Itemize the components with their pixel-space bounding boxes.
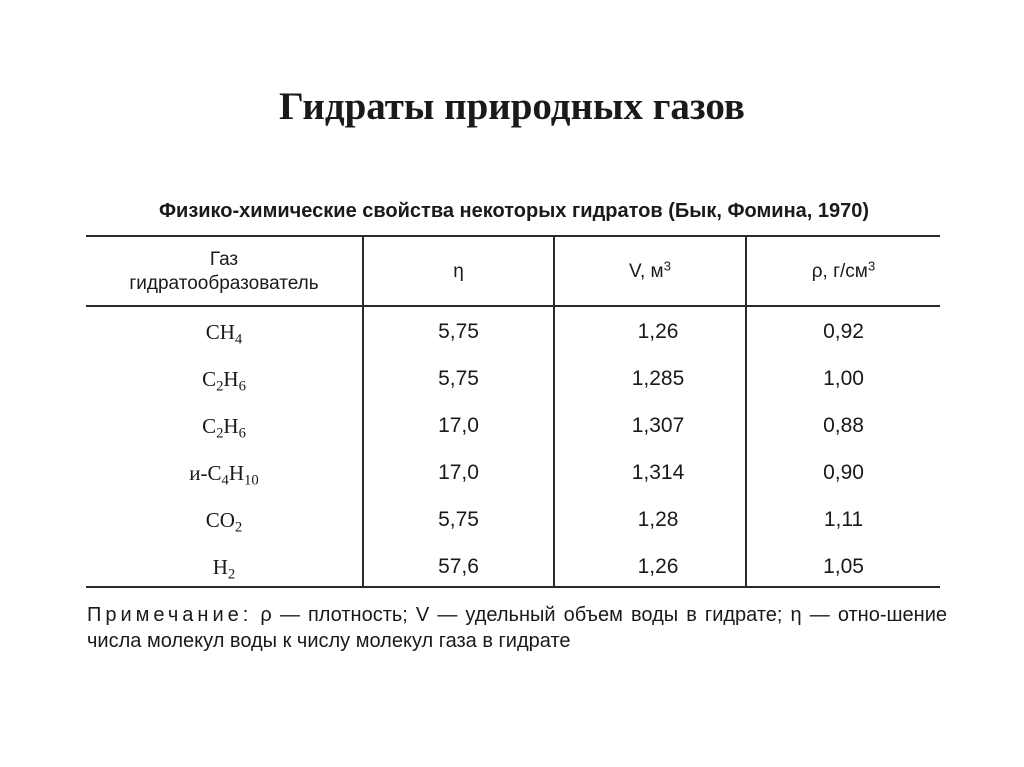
- header-density: [747, 260, 940, 284]
- formula-subscript: 6: [238, 425, 246, 442]
- header-gas-line2: гидратообразователь: [129, 273, 319, 294]
- note-text: ρ — плотность; V — удельный объем воды в гидрате; η — отно-шение числа молекул воды к числу молекул газа в гидрате: [87, 604, 947, 652]
- cell-volume: 1,26: [637, 320, 679, 343]
- cell-density: 0,88: [823, 414, 864, 437]
- cell-gas: [86, 461, 362, 489]
- formula-part: C: [202, 367, 217, 391]
- formula-part: H: [223, 367, 239, 391]
- formula-part: H: [228, 461, 245, 485]
- formula-subscript: 2: [216, 378, 224, 395]
- cell-eta: 5,75: [438, 320, 479, 343]
- cell-gas: [86, 320, 362, 348]
- formula-part: CO: [205, 508, 235, 532]
- cell-density: 0,92: [823, 320, 864, 343]
- formula-part: H: [212, 555, 228, 579]
- header-volume-label: V, м: [629, 261, 664, 282]
- cell-density: 1,00: [823, 367, 864, 390]
- cell-eta: 57,6: [438, 555, 479, 578]
- cell-volume: 1,26: [637, 555, 679, 578]
- formula-subscript: 6: [238, 378, 246, 395]
- page-title: Гидраты природных газов: [279, 85, 745, 128]
- header-eta: η: [453, 261, 464, 282]
- column-divider: [553, 235, 555, 588]
- table-header-rule: [86, 305, 940, 307]
- cell-volume: 1,314: [631, 461, 685, 484]
- cell-gas: [86, 414, 362, 442]
- table-note: [87, 602, 947, 654]
- formula-subscript: 4: [234, 331, 243, 348]
- header-density-label: ρ, г/см: [811, 261, 868, 282]
- column-divider: [745, 235, 747, 588]
- formula-part: и-C: [189, 461, 222, 485]
- formula-part: C: [202, 414, 217, 438]
- cell-eta: 17,0: [438, 414, 479, 437]
- cell-gas: [86, 508, 362, 536]
- header-volume: [555, 260, 745, 284]
- cell-eta: 5,75: [438, 367, 479, 390]
- cell-density: 1,05: [823, 555, 864, 578]
- formula-part: CH: [205, 320, 235, 344]
- table-caption: Физико-химические свойства некоторых гидратов (Бык, Фомина, 1970): [158, 200, 870, 222]
- header-gas: [86, 248, 362, 296]
- cell-gas: [86, 555, 362, 583]
- formula-part: H: [223, 414, 239, 438]
- formula-subscript: 2: [216, 425, 224, 442]
- cell-eta: 17,0: [438, 461, 479, 484]
- table-bottom-rule: [86, 586, 940, 588]
- header-density-exp: 3: [867, 258, 876, 274]
- formula-subscript: 4: [221, 472, 229, 489]
- cell-density: 0,90: [823, 461, 864, 484]
- cell-gas: [86, 367, 362, 395]
- formula-subscript: 2: [234, 519, 243, 536]
- cell-volume: 1,285: [631, 367, 685, 390]
- table-top-rule: [86, 235, 940, 237]
- formula-subscript: 10: [244, 472, 259, 489]
- header-gas-line1: Газ: [209, 249, 239, 270]
- note-label: Примечание:: [87, 604, 253, 626]
- header-volume-exp: 3: [663, 258, 671, 274]
- cell-eta: 5,75: [438, 508, 479, 531]
- formula-subscript: 2: [227, 566, 236, 583]
- cell-density: 1,11: [823, 508, 864, 531]
- cell-volume: 1,307: [631, 414, 685, 437]
- column-divider: [362, 235, 364, 588]
- cell-volume: 1,28: [637, 508, 679, 531]
